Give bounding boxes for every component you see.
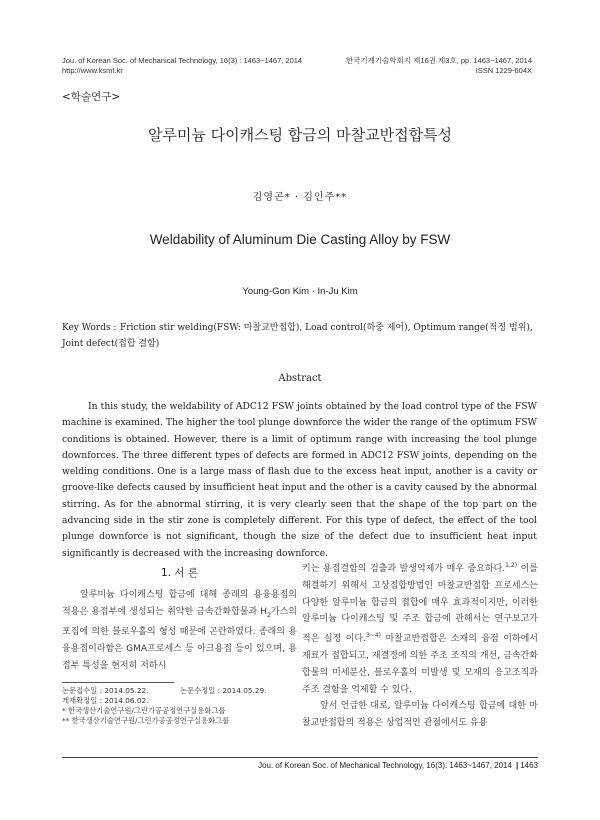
journal-citation-line: Jou. of Korean Soc. of Mechanical Technology, 16(3) : 1463~1467, 2014 <box>62 56 303 65</box>
authors-english: Young-Gon Kim · In-Ju Kim <box>242 286 358 297</box>
affiliation-2: ** 한국생산기술연구원/그린가공공정연구실용화그룹 <box>62 716 230 725</box>
journal-citation-korean <box>346 56 532 76</box>
citation-ref: 1,2) <box>505 562 518 569</box>
journal-citation-korean-line: 한국기계기술학회지 제16권 제3호, pp. 1463~1467, 2014 <box>345 56 532 65</box>
journal-citation <box>62 56 302 76</box>
journal-url[interactable]: http://www.ksmt.kr <box>62 66 123 75</box>
accepted-date: 게재확정일 : 2014.06.02. <box>62 696 149 705</box>
paragraph-text: 키는 용접결함의 검출과 발생억제가 매우 중요하다. <box>302 564 506 574</box>
keywords-text: Friction stir welding(FSW: 마찰교반접합), Load control(하중 제어), Optimum range(적정 범위), Joint defect(접합 결함) <box>62 323 533 349</box>
paragraph-text: 마찰교반접합은 소재의 융점 이하에서 재료가 접합되고, 재결정에 의한 주조 조직의 개선, 금속간화합물의 미세분산, 블로우홀의 미발생 및 모재의 응고조직과 주조 결함을 억제할 수 있다. <box>302 634 538 695</box>
received-date: 논문접수일 : 2014.05.22. <box>62 686 149 695</box>
dates-row <box>62 686 302 696</box>
section-tag: <학술연구> <box>62 91 121 103</box>
intro-paragraph <box>62 587 297 675</box>
section-heading-introduction: 1. 서 론 <box>161 567 198 579</box>
keywords <box>62 320 537 352</box>
keywords-label: Key Words : <box>62 323 117 333</box>
abstract-body: In this study, the weldability of ADC12 FSW joints obtained by the load control type of the FSW machine is examined. The higher the tool plunge downforce the wider the range of the optimum FSW conditions is obtained. However, there is a limit of optimum range with increasing the tool plunge downforces. The three different types of defects are formed in ADC12 FSW joints, depending on the welding conditions. One is a large mass of flash due to the excess heat input, another is a cavity or groove-like defects caused by insufficient heat input and the other is a cavity caused by the abnormal stirring. As for the abnormal stirring, it is very clearly seen that the shape of the top part on the advancing side in the stir zone is completely different. For this type of defect, the effect of the tool plunge downforce is not significant, though the size of the defect due to insufficient heat input significantly is decreased with the increasing downforce. <box>62 401 537 559</box>
authors-korean: 김영곤* · 김인주** <box>252 192 348 203</box>
footer-citation: Jou. of Korean Soc. of Mechanical Technology, 16(3): 1463~1467, 2014 <box>258 761 512 770</box>
affiliation-1: * 한국생산기술연구원/그린가공공정연구실용화그룹 <box>62 706 226 715</box>
left-column <box>62 560 297 675</box>
footnotes <box>62 686 302 726</box>
intro-text-part: 가스의 포집에 의한 블로우홀의 형성 때문에 곤란하였다. 종래의 용융용접이라함은 GMA프로세스 등 아크용접 등이 있으며, 용접부 특성을 현저히 저하시 <box>62 606 297 671</box>
title-english: Weldability of Aluminum Die Casting Alloy by FSW <box>149 232 451 247</box>
footnote-divider <box>62 682 174 683</box>
page-footer <box>258 761 538 770</box>
citation-ref: 3~4) <box>365 632 381 640</box>
issn: ISSN 1229-604X <box>475 66 532 75</box>
title-korean: 알루미늄 다이캐스팅 합금의 마찰교반접합특성 <box>147 126 453 144</box>
right-paragraph-2: 앞서 언급한 대로, 알루미늄 다이캐스팅 합금에 대한 마찰교반접합의 적용은 상업적인 관점에서도 유용 <box>302 701 538 729</box>
revised-date: 논문수정일 : 2014.05.29. <box>180 686 267 695</box>
subscript: 2 <box>267 611 271 619</box>
footer-divider <box>62 757 538 758</box>
abstract-heading: Abstract <box>278 373 322 384</box>
page-number: 1463 <box>520 761 538 770</box>
right-paragraph-1 <box>302 558 538 698</box>
intro-text-part: 알루미늄 다이캐스팅 합금에 대해 종래의 용융용접의 적용은 용접부에 생성되는 취약한 금속간화합물과 H <box>62 590 297 617</box>
footer-separator: | <box>515 761 519 770</box>
right-column <box>302 558 538 732</box>
paragraph-text: 이를 해결하기 위해서 고상접합방법인 마찰교반접합 프로세스는 다양한 알루미늄 합금의 접합에 매우 효과적이지만, 이러한 알루미늄 다이캐스팅 및 주조 합금에 관해서는 연구보고가 적은 실정 이다. <box>302 564 538 645</box>
